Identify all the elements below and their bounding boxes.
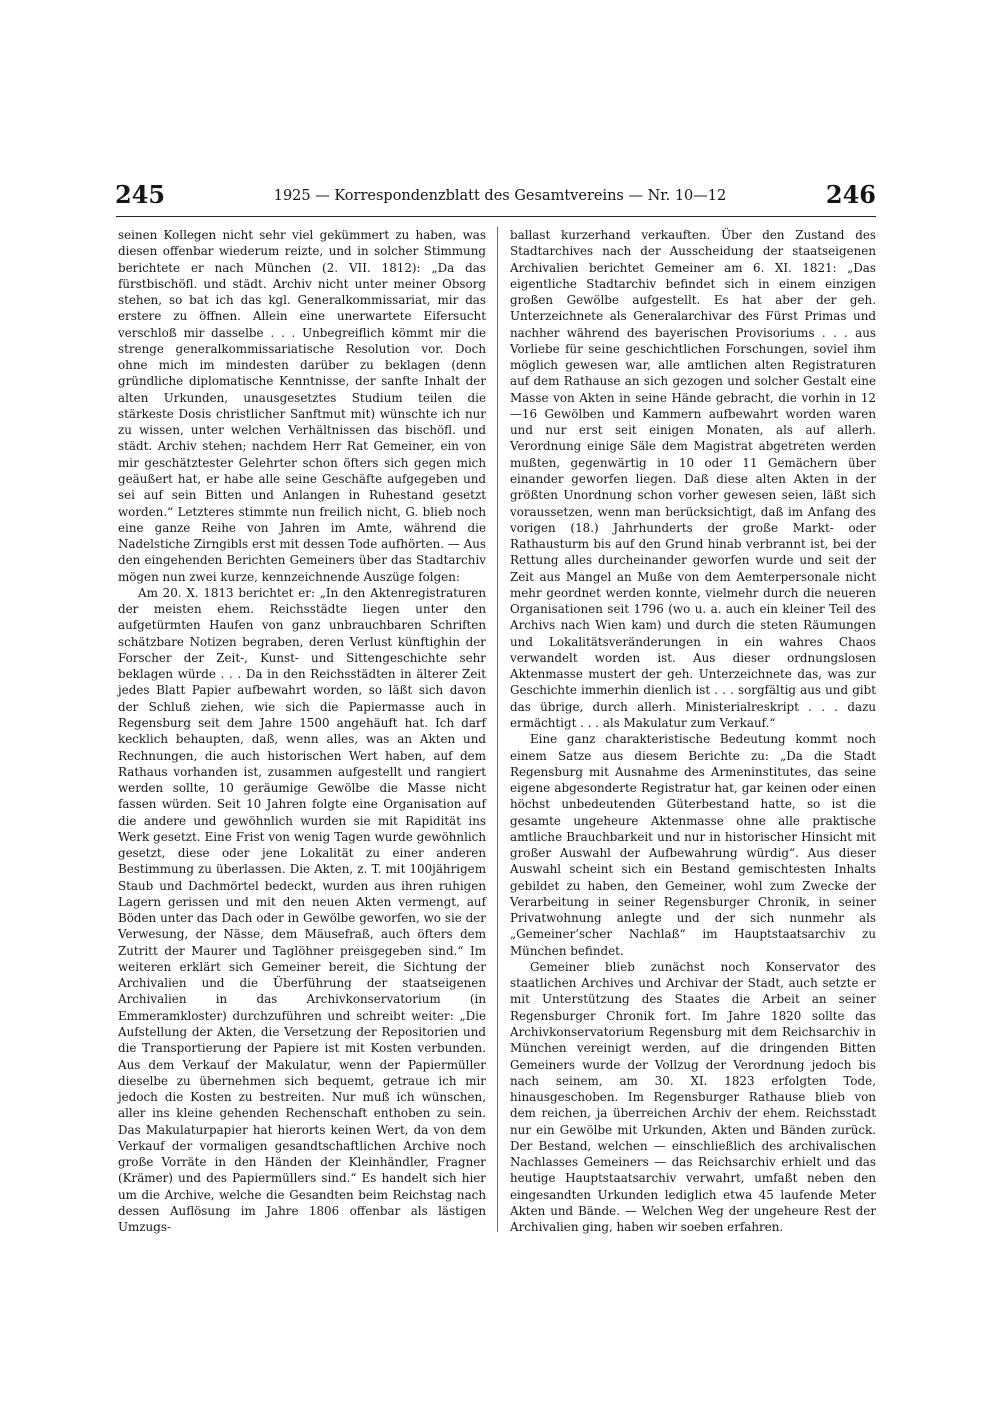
page-number-left: 245 [115, 180, 166, 209]
header-rule [116, 216, 876, 217]
paragraph: ballast kurzerhand verkauften. Über den Zustand des Stadtarchives nach der Ausscheidung der staatseigenen Archivalien berichtet Gemeiner am 6. XI. 1821: „Das eigentliche Stadtarchiv befindet sich in einem einzigen großen Gewölbe aufgestellt. Es hat aber der geh. Unterzeichnete als Generalarchivar des Fürst Primas und nachher während des bayerischen Provisoriums . . . aus Vorliebe für seine geschichtlichen Forschungen, soviel ihm möglich gewesen war, alle amtlichen alten Registraturen auf dem Rathause an sich gezogen und solcher Gestalt eine Masse von Akten in seine Hände gebracht, die vorhin in 12—16 Gewölben und Kammern aufbewahrt worden waren und nur erst seit einigen Monaten, als auf allerh. Verordnung einige Säle dem Magistrat abgetreten werden mußten, gegenwärtig in 10 oder 11 Gemächern über einander geworfen liegen. Daß diese alten Akten in der größten Unordnung schon vorher gewesen seien, läßt sich voraussetzen, wenn man berücksichtigt, daß im Anfang des vorigen (18.) Jahrhunderts der große Markt- oder Rathausturm bis auf den Grund hinab verbrannt ist, bei der Rettung alles durcheinander geworfen wurde und seit der Zeit aus Mangel an Muße von dem Aemterpersonale nicht mehr geordnet werden konnte, vielmehr durch die neueren Organisationen seit 1796 (wo u. a. auch ein kleiner Teil des Archivs nach Wien kam) und durch die steten Räumungen und Lokalitätsveränderungen in ein wahres Chaos verwandelt worden ist. Aus dieser ordnungslosen Aktenmasse mustert der geh. Unterzeichnete das, was zur Geschichte immerhin dienlich ist . . . sorgfältig aus und gibt das übrige, durch allerh. Ministerialreskript . . . dazu ermächtigt . . . als Makulatur zum Verkauf.“ [510, 228, 876, 730]
left-column [118, 227, 486, 1235]
paragraph: Gemeiner blieb zunächst noch Konservator des staatlichen Archives und Archivar der Stadt, auch setzte er mit Unterstützung des Staates die Arbeit an seiner Regensburger Chronik fort. Im Jahre 1820 sollte das Archivkonservatorium Regensburg mit dem Reichsarchiv in München vereinigt werden, auf die dringenden Bitten Gemeiners wurde der Vollzug der Verordnung jedoch bis nach seinem, am 30. XI. 1823 erfolgten Tode, hinausgeschoben. Im Regensburger Rathause blieb von dem reichen, ja überreichen Archiv der ehem. Reichsstadt nur ein Gewölbe mit Urkunden, Akten und Bänden zurück. Der Bestand, welchen — einschließlich des archivalischen Nachlasses Gemeiners — das Reichsarchiv erhielt und das heutige Hauptstaatsarchiv verwahrt, umfaßt neben den eingesandten Urkunden lediglich etwa 45 laufende Meter Akten und Bände. — Welchen Weg der ungeheure Rest der Archivalien ging, haben wir soeben erfahren. [510, 959, 876, 1235]
paragraph: seinen Kollegen nicht sehr viel gekümmert zu haben, was diesen offenbar wiederum reizte, und in solcher Stimmung berichtete er nach München (2. VII. 1812): „Da das fürstbischöfl. und städt. Archiv nicht unter meiner Obsorg stehen, so bat ich das kgl. Generalkommissariat, mir das erstere zu öffnen. Allein eine unerwartete Eifersucht verschloß mir dasselbe . . . Unbegreiflich kömmt mir die strenge generalkommissariatische Resolution vor. Doch ohne mich im mindesten darüber zu beklagen (denn gründliche diplomatische Kenntnisse, der sanfte Inhalt der alten Urkunden, unausgesetztes Studium teilen die stärkeste Dosis christlicher Sanftmut mit) wünschte ich nur zu wissen, unter welchen Verhältnissen das bischöfl. und städt. Archiv stehen; nachdem Herr Rat Gemeiner, ein von mir geschätztester Gelehrter schon öfters sich gegen mich geäußert hat, er habe alle seine Geschäfte aufgegeben und sei auf sein Bitten und Anlangen in Ruhestand gesetzt worden.“ Letzteres stimmte nun freilich nicht, G. blieb noch eine ganze Reihe von Jahren im Amte, während die Nadelstiche Zirngibls erst mit dessen Tode aufhörten. — Aus den eingehenden Berichten Gemeiners über das Stadtarchiv mögen nun zwei kurze, kennzeichnende Auszüge folgen: [118, 228, 486, 584]
column-divider [497, 227, 498, 1232]
paragraph: Eine ganz charakteristische Bedeutung kommt noch einem Satze aus diesem Berichte zu: „Da die Stadt Regensburg mit Ausnahme des Armeninstitutes, das seine eigene abgesonderte Registratur hat, gar keinen oder einen höchst unbedeutenden Güterbestand hatte, so ist die gesamte ungeheure Aktenmasse ohne alle praktische amtliche Brauchbarkeit und nur in historischer Hinsicht mit großer Auswahl der Aufbewahrung würdig“. Aus dieser Auswahl scheint sich ein Bestand gemischtesten Inhalts gebildet zu haben, den Gemeiner, wohl zum Zwecke der Verarbeitung in seiner Regensburger Chronik, in seiner Privatwohnung anlegte und der sich nunmehr als „Gemeiner’scher Nachlaß“ im Hauptstaatsarchiv zu München befindet. [510, 732, 876, 958]
page-number-right: 246 [825, 180, 876, 209]
right-column [510, 227, 876, 1235]
running-header: 1925 — Korrespondenzblatt des Gesamtvereins — Nr. 10—12 [273, 188, 727, 204]
paragraph: Am 20. X. 1813 berichtet er: „In den Aktenregistraturen der meisten ehem. Reichsstädte liegen unter den aufgetürmten Haufen von ganz unbrauchbaren Schriften schätzbare Notizen begraben, deren Verlust künftighin der Forscher der Zeit-, Kunst- und Sittengeschichte sehr beklagen würde . . . Da in den Reichsstädten in älterer Zeit jedes Blatt Papier aufbewahrt worden, so läßt sich davon der Schluß ziehen, wie sich die Papiermasse auch in Regensburg seit dem Jahre 1500 angehäuft hat. Ich darf kecklich behaupten, daß, wenn alles, was an Akten und Rechnungen, die auch historischen Wert haben, auf dem Rathaus vorhanden ist, zusammen aufgestellt und rangiert werden sollte, 10 geräumige Gewölbe die Masse nicht fassen würden. Seit 10 Jahren folgte eine Organisation auf die andere und gewöhnlich wurden sie mit Rapidität ins Werk gesetzt. Eine Frist von wenig Tagen wurde gewöhnlich gesetzt, diese oder jene Lokalität zu einer anderen Bestimmung zu überlassen. Die Akten, z. T. mit 100jährigem Staub und Dachmörtel bedeckt, wurden aus ihren ruhigen Lagern gerissen und mit den neuen Akten vermengt, auf Böden unter das Dach oder in Gewölbe geworfen, wo sie der Verwesung, der Nässe, dem Mäusefraß, auch öfters dem Zutritt der Maurer und Taglöhner preisgegeben sind.“ Im weiteren erklärt sich Gemeiner bereit, die Sichtung der Archivalien und die Überführung der staatseigenen Archivalien in das Archivkonservatorium (in Emmeramkloster) durchzuführen und schreibt weiter: „Die Aufstellung der Akten, die Versetzung der Repositorien und die Transportierung der Papiere ist mit Kosten verbunden. Aus dem Verkauf der Makulatur, wenn der Papiermüller dieselbe zu übernehmen sich bequemt, getraue ich mir jedoch die Kosten zu bestreiten. Nur muß ich wünschen, aller ins kleine gehenden Rechenschaft enthoben zu sein. Das Makulaturpapier hat hierorts keinen Wert, da von dem Verkauf der vormaligen gesandtschaftlichen Archive noch große Vorräte in den Händen der Kleinhändler, Fragner (Krämer) und des Papiermüllers sind.“ Es handelt sich hier um die Archive, welche die Gesandten beim Reichstag nach dessen Auflösung im Jahre 1806 offenbar als lästigen Umzugs- [118, 585, 486, 1235]
